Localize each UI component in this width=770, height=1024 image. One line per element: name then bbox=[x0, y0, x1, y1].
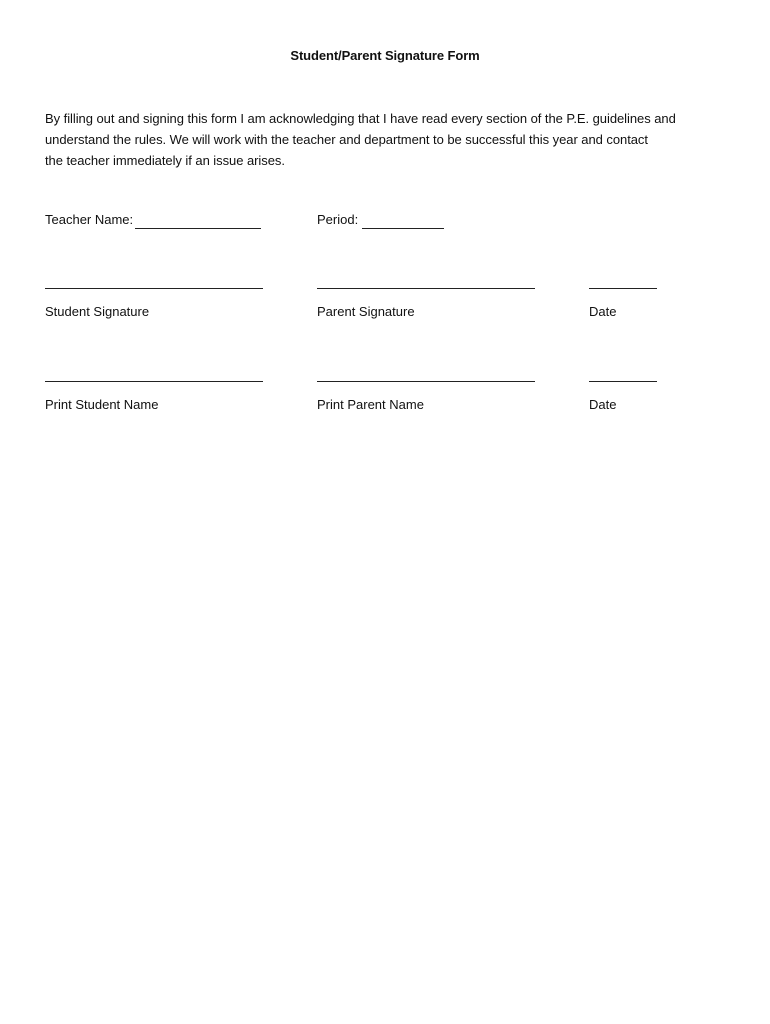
print-date-line[interactable] bbox=[589, 381, 657, 382]
parent-signature-label: Parent Signature bbox=[317, 304, 415, 319]
student-signature-line[interactable] bbox=[45, 288, 263, 289]
print-student-name-label: Print Student Name bbox=[45, 397, 159, 412]
period-blank[interactable] bbox=[362, 213, 444, 229]
form-title: Student/Parent Signature Form bbox=[290, 48, 480, 63]
period-field[interactable] bbox=[317, 211, 444, 229]
print-parent-name-line[interactable] bbox=[317, 381, 535, 382]
print-parent-name-label: Print Parent Name bbox=[317, 397, 424, 412]
signature-date-label: Date bbox=[589, 304, 617, 319]
teacher-name-label: Teacher Name: bbox=[45, 212, 134, 227]
acknowledgement-paragraph: By filling out and signing this form I am acknowledging that I have read every section of the P.E. guidelines and understand the rules. We will work with the teacher and department to be successful this year and contact the teacher immediately if an issue arises. bbox=[45, 111, 676, 168]
print-date-label: Date bbox=[589, 397, 617, 412]
print-student-name-line[interactable] bbox=[45, 381, 263, 382]
student-signature-label: Student Signature bbox=[45, 304, 150, 319]
period-label: Period: bbox=[317, 212, 359, 227]
teacher-name-blank[interactable] bbox=[135, 213, 261, 229]
signature-date-line[interactable] bbox=[589, 288, 657, 289]
parent-signature-line[interactable] bbox=[317, 288, 535, 289]
teacher-name-field[interactable] bbox=[45, 211, 261, 229]
